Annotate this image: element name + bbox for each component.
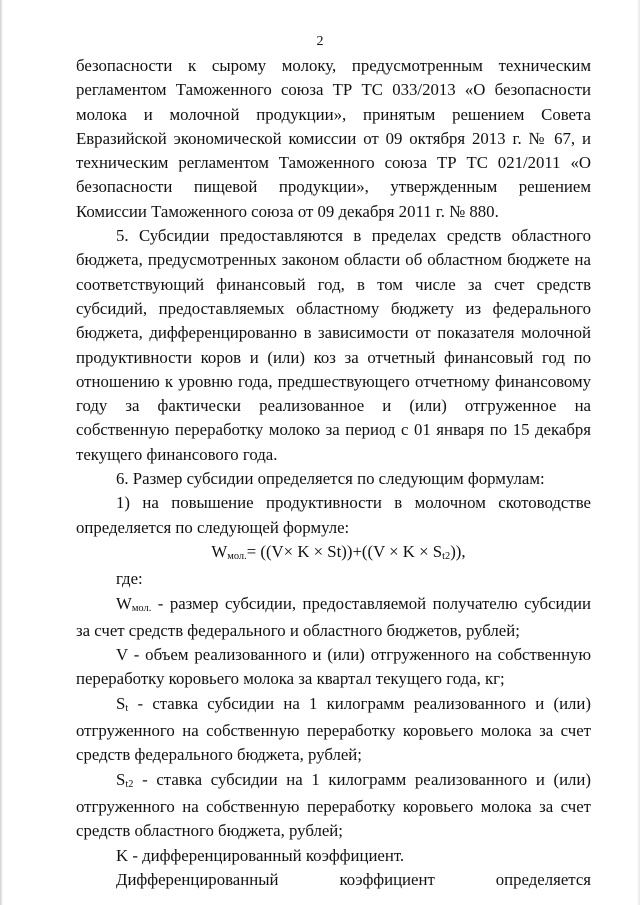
definition-v-text: - объем реализованного и (или) отгруженного на собственную переработку коровьего молока за квартал текущего года, кг; [76,645,591,689]
document-body [76,54,591,892]
definition-v [76,643,591,692]
where-label: где: [116,569,143,589]
symbol-w-sub: мол. [131,602,152,614]
definition-w-text: - размер субсидии, предоставляемой получателю субсидии за счет средств федерального и областного бюджетов, рублей; [76,593,591,640]
definition-w [76,592,591,644]
formula-tail: )), [450,541,466,561]
formula-w-sub: мол. [227,551,247,563]
formula-s-sub: t2 [442,551,451,563]
definition-k [76,844,591,868]
paragraph-5: 5. Субсидии предоставляются в пределах средств областного бюджета, предусмотренных законом области об областном бюджете на соответствующий финансовый год, в том числе за счет средств субсидий, предоставляемых областному бюджету из федерального бюджета, дифференцированно в зависимости от показателя молочной продуктивности коров и (или) коз за отчетный финансовый год по отношению к уровню года, предшествующего отчетному финансовому году за фактически реализованное и (или) отгруженное на собственную переработку молоко за период с 01 января по 15 декабря текущего финансового года. [76,226,591,464]
formula-w: W [211,541,228,561]
formula-body: = ((V× K × St))+((V × K × S [246,541,443,561]
definition-k-text: - дифференцированный коэффициент. [128,845,405,865]
symbol-k: K [116,845,129,865]
paragraph-coefficient-start: Дифференцированный коэффициент определяется [116,869,591,889]
page-number: 2 [316,34,324,49]
symbol-w: W [116,593,132,613]
symbol-s: S [116,693,126,713]
paragraph-6-item-1: 1) на повышение продуктивности в молочном скотоводстве определяется по следующей формуле: [76,493,591,537]
symbol-s2: S [116,769,126,789]
symbol-v: V [116,645,128,665]
definition-st2 [76,768,591,844]
subsidy-formula [76,540,591,567]
paragraph-continuation: безопасности к сырому молоку, предусмотренным техническим регламентом Таможенного союза ТР ТС 033/2013 «О безопасности молока и молочной продукции», принятым решением Совета Евразийской экономической комиссии от 09 октября 2013 г. № 67, и техническим регламентом Таможенного союза ТР ТС 021/2011 «О безопасности пищевой продукции», утвержденным решением Комиссии Таможенного союза от 09 декабря 2011 г. № 880. [76,56,591,221]
symbol-st2-sub: t2 [125,778,134,790]
definition-st [76,692,591,768]
definition-st-text: - ставка субсидии на 1 килограмм реализованного и (или) отгруженного на собственную переработку коровьего молока за счет средств федерального бюджета, рублей; [76,693,591,765]
symbol-st-sub: t [125,703,129,714]
paragraph-6: 6. Размер субсидии определяется по следующим формулам: [116,469,545,489]
definition-st2-text: - ставка субсидии на 1 килограмм реализованного и (или) отгруженного на собственную переработку коровьего молока за счет средств областного бюджета, рублей; [76,769,591,841]
scan-edge-left [0,0,3,905]
